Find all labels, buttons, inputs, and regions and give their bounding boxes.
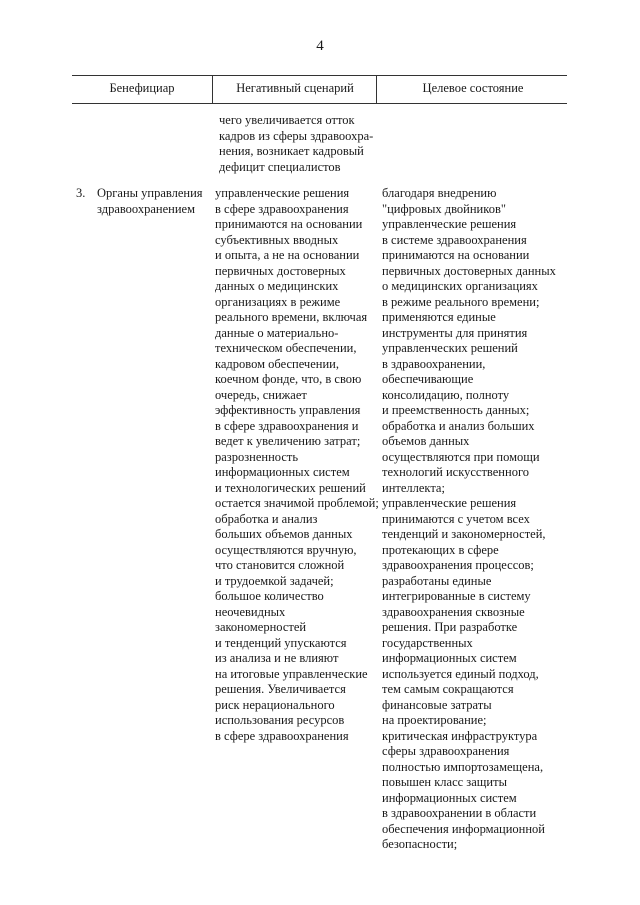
text-line: сферы здравоохранения [382,744,510,758]
header-negative-scenario: Негативный сценарий [236,81,354,95]
text-line: безопасности; [382,837,458,851]
text-line: использования ресурсов [215,713,345,727]
text-line: повышен класс защиты [382,775,507,789]
text-line: риск нерационального [215,697,335,712]
text-line: и трудоемкой задачей; [215,573,334,588]
text-line: чего увеличивается отток [219,113,355,127]
text-line: и технологических решений [215,480,366,495]
text-line: очередь, снижает [215,387,307,402]
text-line: первичных достоверных [215,263,346,278]
text-line: субъективных вводных [215,232,339,247]
text-line: нения, возникает кадровый [219,144,364,158]
text-line: технологий искусственного [382,465,530,479]
target-state-cell [382,186,556,853]
text-line: обработка и анализ больших [382,418,535,433]
text-line: и преемственность данных; [382,403,530,417]
continued-negative-scenario [219,113,373,175]
text-line: здравоохранения процессов; [382,558,534,572]
header-target-state: Целевое состояние [422,81,524,95]
text-line: в системе здравоохранения [382,232,527,247]
text-line: осуществляются при помощи [382,449,540,464]
text-line: благодаря внедрению [382,186,497,200]
text-line: первичных достоверных данных [382,263,556,278]
text-line: дефицит специалистов [219,159,341,174]
text-line: в здравоохранении, [382,356,486,371]
text-line: информационных систем [382,651,517,665]
text-line: здравоохранения сквозные [382,604,525,619]
text-line: разрозненность [215,449,299,464]
text-line: данные о материально- [215,325,339,340]
text-line: "цифровых двойников" [382,201,506,216]
text-line: разработаны единые [382,573,492,588]
text-line: Органы управления [97,186,203,200]
text-line: в сфере здравоохранения [215,201,349,216]
table-header-top-rule [72,75,567,76]
text-line: инструменты для принятия [382,325,528,340]
text-line: используется единый подход, [382,666,539,681]
text-line: управленческих решений [382,341,518,355]
text-line: решения. Увеличивается [215,682,346,696]
text-line: из анализа и не влияют [215,651,339,665]
text-line: неочевидных [215,604,286,619]
text-line: кадровом обеспечении, [215,356,339,371]
negative-scenario-cell [215,186,379,744]
text-line: большое количество [215,589,324,603]
text-line: информационных систем [382,790,517,805]
text-line: данных о медицинских [215,279,339,293]
text-line: организациях в режиме [215,294,341,309]
row-number: 3. [76,186,86,200]
page-number: 4 [316,38,324,54]
text-line: интеллекта; [382,480,445,495]
text-line: на проектирование; [382,713,487,727]
text-line: кадров из сферы здравоохра- [219,128,374,143]
text-line: в сфере здравоохранения и [215,418,359,433]
text-line: и опыта, а не на основании [215,248,360,262]
header-column-divider [376,75,377,103]
text-line: управленческие решения [215,186,350,200]
beneficiary-cell [97,186,203,217]
text-line: интегрированные в систему [382,589,531,603]
text-line: консолидацию, полноту [382,387,510,402]
header-column-divider [212,75,213,103]
text-line: государственных [382,635,473,650]
text-line: закономерностей [215,620,307,634]
text-line: и тенденций упускаются [215,635,347,650]
text-line: тем самым сокращаются [382,682,514,696]
text-line: в режиме реального времени; [382,294,540,309]
text-line: коечном фонде, что, в свою [215,372,362,386]
text-line: на итоговые управленческие [215,666,368,681]
table-header-bottom-rule [72,103,567,104]
text-line: протекающих в сфере [382,542,499,557]
text-line: управленческие решения [382,217,517,231]
text-line: в здравоохранении в области [382,806,537,820]
text-line: больших объемов данных [215,527,353,541]
text-line: принимаются с учетом всех [382,511,530,526]
text-line: обеспечивающие [382,372,474,386]
text-line: реального времени, включая [215,310,368,324]
text-line: полностью импортозамещена, [382,759,544,774]
text-line: эффективность управления [215,403,361,417]
text-line: остается значимой проблемой; [215,496,379,510]
text-line: ведет к увеличению затрат; [215,434,361,448]
text-line: критическая инфраструктура [382,728,538,743]
text-line: объемов данных [382,434,470,448]
text-line: техническом обеспечении, [215,341,357,355]
text-line: управленческие решения [382,496,517,510]
text-line: обработка и анализ [215,511,318,526]
text-line: решения. При разработке [382,620,518,634]
text-line: в сфере здравоохранения [215,728,349,743]
text-line: принимаются на основании [215,217,363,231]
text-line: финансовые затраты [382,697,492,712]
text-line: о медицинских организациях [382,279,538,293]
text-line: обеспечения информационной [382,821,545,836]
header-beneficiary: Бенефициар [109,81,175,95]
text-line: здравоохранением [97,201,195,216]
text-line: что становится сложной [215,558,345,572]
text-line: тенденций и закономерностей, [382,527,546,541]
text-line: информационных систем [215,465,350,479]
text-line: осуществляются вручную, [215,542,357,557]
text-line: принимаются на основании [382,248,530,262]
text-line: применяются единые [382,310,496,324]
